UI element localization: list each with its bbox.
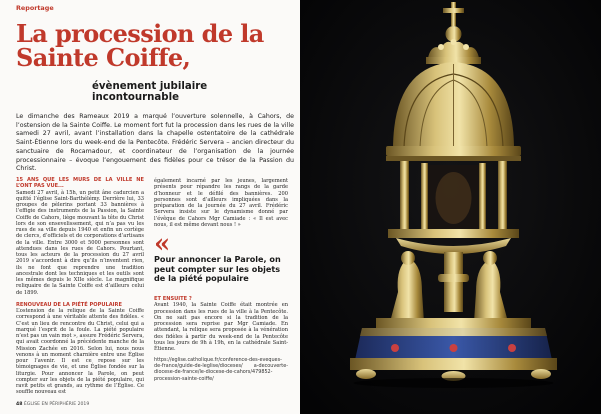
rubric-label: Reportage bbox=[16, 4, 54, 12]
text-page bbox=[0, 0, 300, 414]
page-footer bbox=[16, 402, 89, 407]
section-text: également incarné par les jeunes, largement présents pour répandre les rangs de la garde d’honneur et le défilé des bannières. 200 personnes sont d’ailleurs impliquées dans la préparation de la journée du 27 avril. Frédéric Servera insiste sur le dynamisme donné par l’évêque de Cahors Mgr Camiade : « Il est avec nous, il est même devant nous ! » bbox=[154, 178, 288, 228]
section-heading: 15 ANS QUE LES MURS DE LA VILLE NE L’ONT PAS VUE... bbox=[16, 177, 144, 190]
article-title: La procession de la Sainte Coiffe, bbox=[16, 19, 264, 72]
section-text: L’ostension de la relique de la Sainte Coiffe correspond à une véritable attente des fidèles. « C’est un lieu de rencontre du Christ, celui qui a marqué l’esprit de la foule. La piété populaire n’est pas un vain mot », assure Frédéric Servera, qui avait coordonné la précédente manche de la Mission Zachée en 2016. Selon lui, nous nous venons à un moment charnière entre une Église pour l’avenir. Il est ce repose sur les témoignages de vie, et une Église fondée sur la liturgie. Pour annoncer la Parole, on peut compter sur les objets de la piété populaire, qui ravit petits et grands, au rythme de l’Église. Ce souffle nouveau est bbox=[16, 308, 144, 396]
column-right-top bbox=[154, 178, 288, 228]
source-link[interactable]: https://eglise.catholique.fr/conference-des-eveques-de-france/guide-de-leglise/dioceses/ a-decouverte-diocese-de-france/le-diocese-de-cahors/479852-procession-sainte-coiffe/ bbox=[154, 357, 288, 382]
quote-mark-icon: « bbox=[154, 229, 171, 259]
publication-name: ÉGLISE EN PÉRIPHÉRIE 2019 bbox=[23, 402, 90, 407]
article-lead: Le dimanche des Rameaux 2019 a marqué l’ouverture solennelle, à Cahors, de l’ostension de la Sainte Coiffe. Le moment fort fut la procession dans les rues de la ville samedi 27 avril, avant l’installation dans la chapelle ostentatoire de la cathédrale Saint-Étienne lors du week-end de la Pentecôte. Frédéric Servera – ancien directeur du sanctuaire de Rocamadour, et coordinateur de l’organisation de la journée processionnaire – évoque l’engouement des fidèles pour ce trésor de la Passion du Christ. bbox=[16, 113, 294, 173]
pull-quote bbox=[154, 229, 292, 284]
reliquary-photo bbox=[300, 0, 601, 414]
page-number: 48 bbox=[16, 402, 23, 407]
pull-quote-text: Pour annoncer la Parole, on peut compter sur les objets de la piété populaire bbox=[154, 254, 281, 284]
column-left bbox=[16, 177, 144, 396]
article-subtitle: évènement jubilaire incontournable bbox=[92, 81, 208, 103]
section-heading: ET ENSUITE ? bbox=[154, 296, 192, 302]
section-text: Samedi 27 avril, à 15h, un petit âne cadurcien a quitté l’église Saint-Barthélémy. Derrière lui, 33 groupes de pèlerins portant 33 bannières à l’effigie des instruments de la Passion, la Sainte Coiffe de Cahors, liège mouvant la tête du Christ lors de son ensevelissement, qui n’a pas vu les rues de sa ville depuis 1940 et enfin un cortège de clercs, d’officiels et de corporations d’artisans de la ville. Entre 3000 et 5000 personnes sont attendues dans les rues de Cahors. Pourtant, tous les acteurs de la procession du 27 avril 2019 s’accordent à dire qu’ils n’inventent rien, ils ne font que reprendre une tradition ancestrale dont les techniques et les outils sont les mêmes depuis le XIIe siècle. Le magnifique reliquaire de la Sainte Coiffe est d’ailleurs celui de 1899. bbox=[16, 189, 144, 296]
section-heading: RENOUVEAU DE LA PIÉTÉ POPULAIRE bbox=[16, 301, 122, 308]
section-text: Avant 1940, la Sainte Coiffe était montrée en procession dans les rues de la ville à la Pentecôte. On ne sait pas encore si la tradition de la procession sera reprise par Mgr Camiade. En attendant, la relique sera proposée à la vénération des fidèles à partir du week-end de la Pentecôte tous les jours de 9h à 19h, en la cathédrale Saint-Étienne. bbox=[154, 302, 288, 353]
column-right-bottom bbox=[154, 296, 288, 382]
photo-page bbox=[300, 0, 601, 414]
